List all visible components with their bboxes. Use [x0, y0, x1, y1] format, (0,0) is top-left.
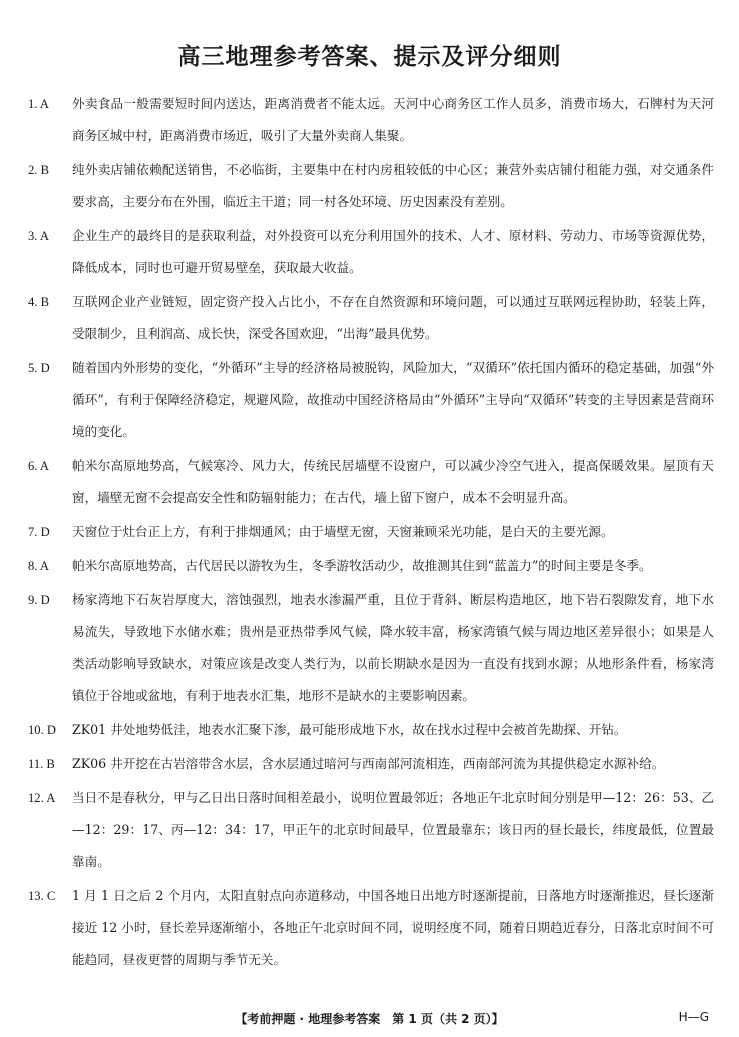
- answer-label: 9. D: [28, 593, 50, 607]
- answer-label: 13. C: [28, 889, 56, 903]
- answer-label: 3. A: [28, 229, 49, 243]
- answer-text: 1 月 1 日之后 2 个月内，太阳直射点向赤道移动，中国各地日出地方时逐渐提前，日落地方时逐渐推迟，昼长逐渐接近 12 小时，昼长差异逐渐缩小，各地正午北京时间不同，说明经度不同，随着日期趋近春分，日落北京时间不可能趋同，昼夜更替的周期与季节无关。: [72, 888, 714, 967]
- answer-item: [28, 352, 714, 448]
- answer-text: 随着国内外形势的变化，“外循环”主导的经济格局被脱钩，风险加大，“双循环”依托国内循环的稳定基础，加强“外循环”，有利于保障经济稳定，规避风险，故推动中国经济格局由“外循环”主导向“双循环”转变的主导因素是营商环境的变化。: [72, 360, 714, 439]
- paper-code: H—G: [678, 1010, 709, 1024]
- answer-item: [28, 748, 714, 780]
- answer-item: [28, 782, 714, 878]
- answer-item: [28, 714, 714, 746]
- answer-text: 天窗位于灶台正上方，有利于排烟通风；由于墙壁无窗，天窗兼顾采光功能，是白天的主要光源。: [72, 524, 614, 539]
- answer-text: ZK01 井处地势低洼，地表水汇聚下渗，最可能形成地下水，故在找水过程中会被首先勘探、开钻。: [72, 722, 627, 737]
- answer-text: 外卖食品一般需要短时间内送达，距离消费者不能太远。天河中心商务区工作人员多，消费市场大，石牌村为天河商务区城中村，距离消费市场近，吸引了大量外卖商人集聚。: [72, 96, 714, 143]
- answer-item: [28, 550, 714, 582]
- answer-label: 6. A: [28, 459, 49, 473]
- answer-label: 4. B: [28, 295, 49, 309]
- answer-item: [28, 220, 714, 284]
- answer-item: [28, 154, 714, 218]
- page-title: 高三地理参考答案、提示及评分细则: [177, 44, 562, 70]
- answer-label: 5. D: [28, 361, 50, 375]
- answer-text: ZK06 井开挖在古岩溶带含水层，含水层通过暗河与西南部河流相连，西南部河流为其提供稳定水源补给。: [72, 756, 665, 771]
- answer-label: 10. D: [28, 723, 56, 737]
- page-footer: 【考前押题 · 地理参考答案 第 1 页（共 2 页）】: [235, 1012, 504, 1026]
- answer-item: [28, 584, 714, 712]
- answer-item: [28, 516, 714, 548]
- answer-label: 8. A: [28, 559, 49, 573]
- answer-label: 1. A: [28, 97, 49, 111]
- answer-text: 帕米尔高原地势高，古代居民以游牧为生，冬季游牧活动少，故推测其住到“蓝盖力”的时间主要是冬季。: [72, 558, 652, 573]
- answer-item: [28, 880, 714, 976]
- answer-item: [28, 286, 714, 350]
- answer-text: 当日不是春秋分，甲与乙日出日落时间相差最小，说明位置最邻近；各地正午北京时间分别是甲—12：26：53、乙—12：29：17、丙—12：34：17，甲正午的北京时间最早，位置最靠东；该日丙的昼长最长，纬度最低，位置最靠南。: [72, 790, 714, 869]
- answer-text: 杨家湾地下石灰岩厚度大，溶蚀强烈，地表水渗漏严重，且位于背斜、断层构造地区，地下岩石裂隙发育，地下水易流失，导致地下水储水难；贵州是亚热带季风气候，降水较丰富，杨家湾镇气候与周边地区差异很小；如果是人类活动影响导致缺水，对策应该是改变人类行为，以前长期缺水是因为一直没有找到水源；从地形条件看，杨家湾镇位于谷地或盆地，有利于地表水汇集，地形不是缺水的主要影响因素。: [72, 592, 714, 703]
- answer-label: 12. A: [28, 791, 56, 805]
- answer-item: [28, 88, 714, 152]
- answer-text: 纯外卖店铺依赖配送销售，不必临街，主要集中在村内房租较低的中心区；兼营外卖店铺付租能力强，对交通条件要求高，主要分布在外围，临近主干道；同一村各处环境、历史因素没有差别。: [72, 162, 714, 209]
- answer-item: [28, 450, 714, 514]
- answer-text: 帕米尔高原地势高，气候寒冷、风力大，传统民居墙壁不设窗户，可以减少冷空气进入，提高保暖效果。屋顶有天窗，墙壁无窗不会提高安全性和防辐射能力；在古代，墙上留下窗户，成本不会明显升高。: [72, 458, 714, 505]
- answer-label: 11. B: [28, 757, 55, 771]
- answer-text: 企业生产的最终目的是获取利益，对外投资可以充分利用国外的技术、人才、原材料、劳动力、市场等资源优势，降低成本，同时也可避开贸易壁垒，获取最大收益。: [72, 228, 714, 275]
- answer-list: [28, 88, 714, 978]
- answer-label: 2. B: [28, 163, 49, 177]
- answer-text: 互联网企业产业链短，固定资产投入占比小，不存在自然资源和环境问题，可以通过互联网远程协助，轻装上阵，受限制少，且利润高、成长快，深受各国欢迎，“出海”最具优势。: [72, 294, 714, 341]
- answer-label: 7. D: [28, 525, 50, 539]
